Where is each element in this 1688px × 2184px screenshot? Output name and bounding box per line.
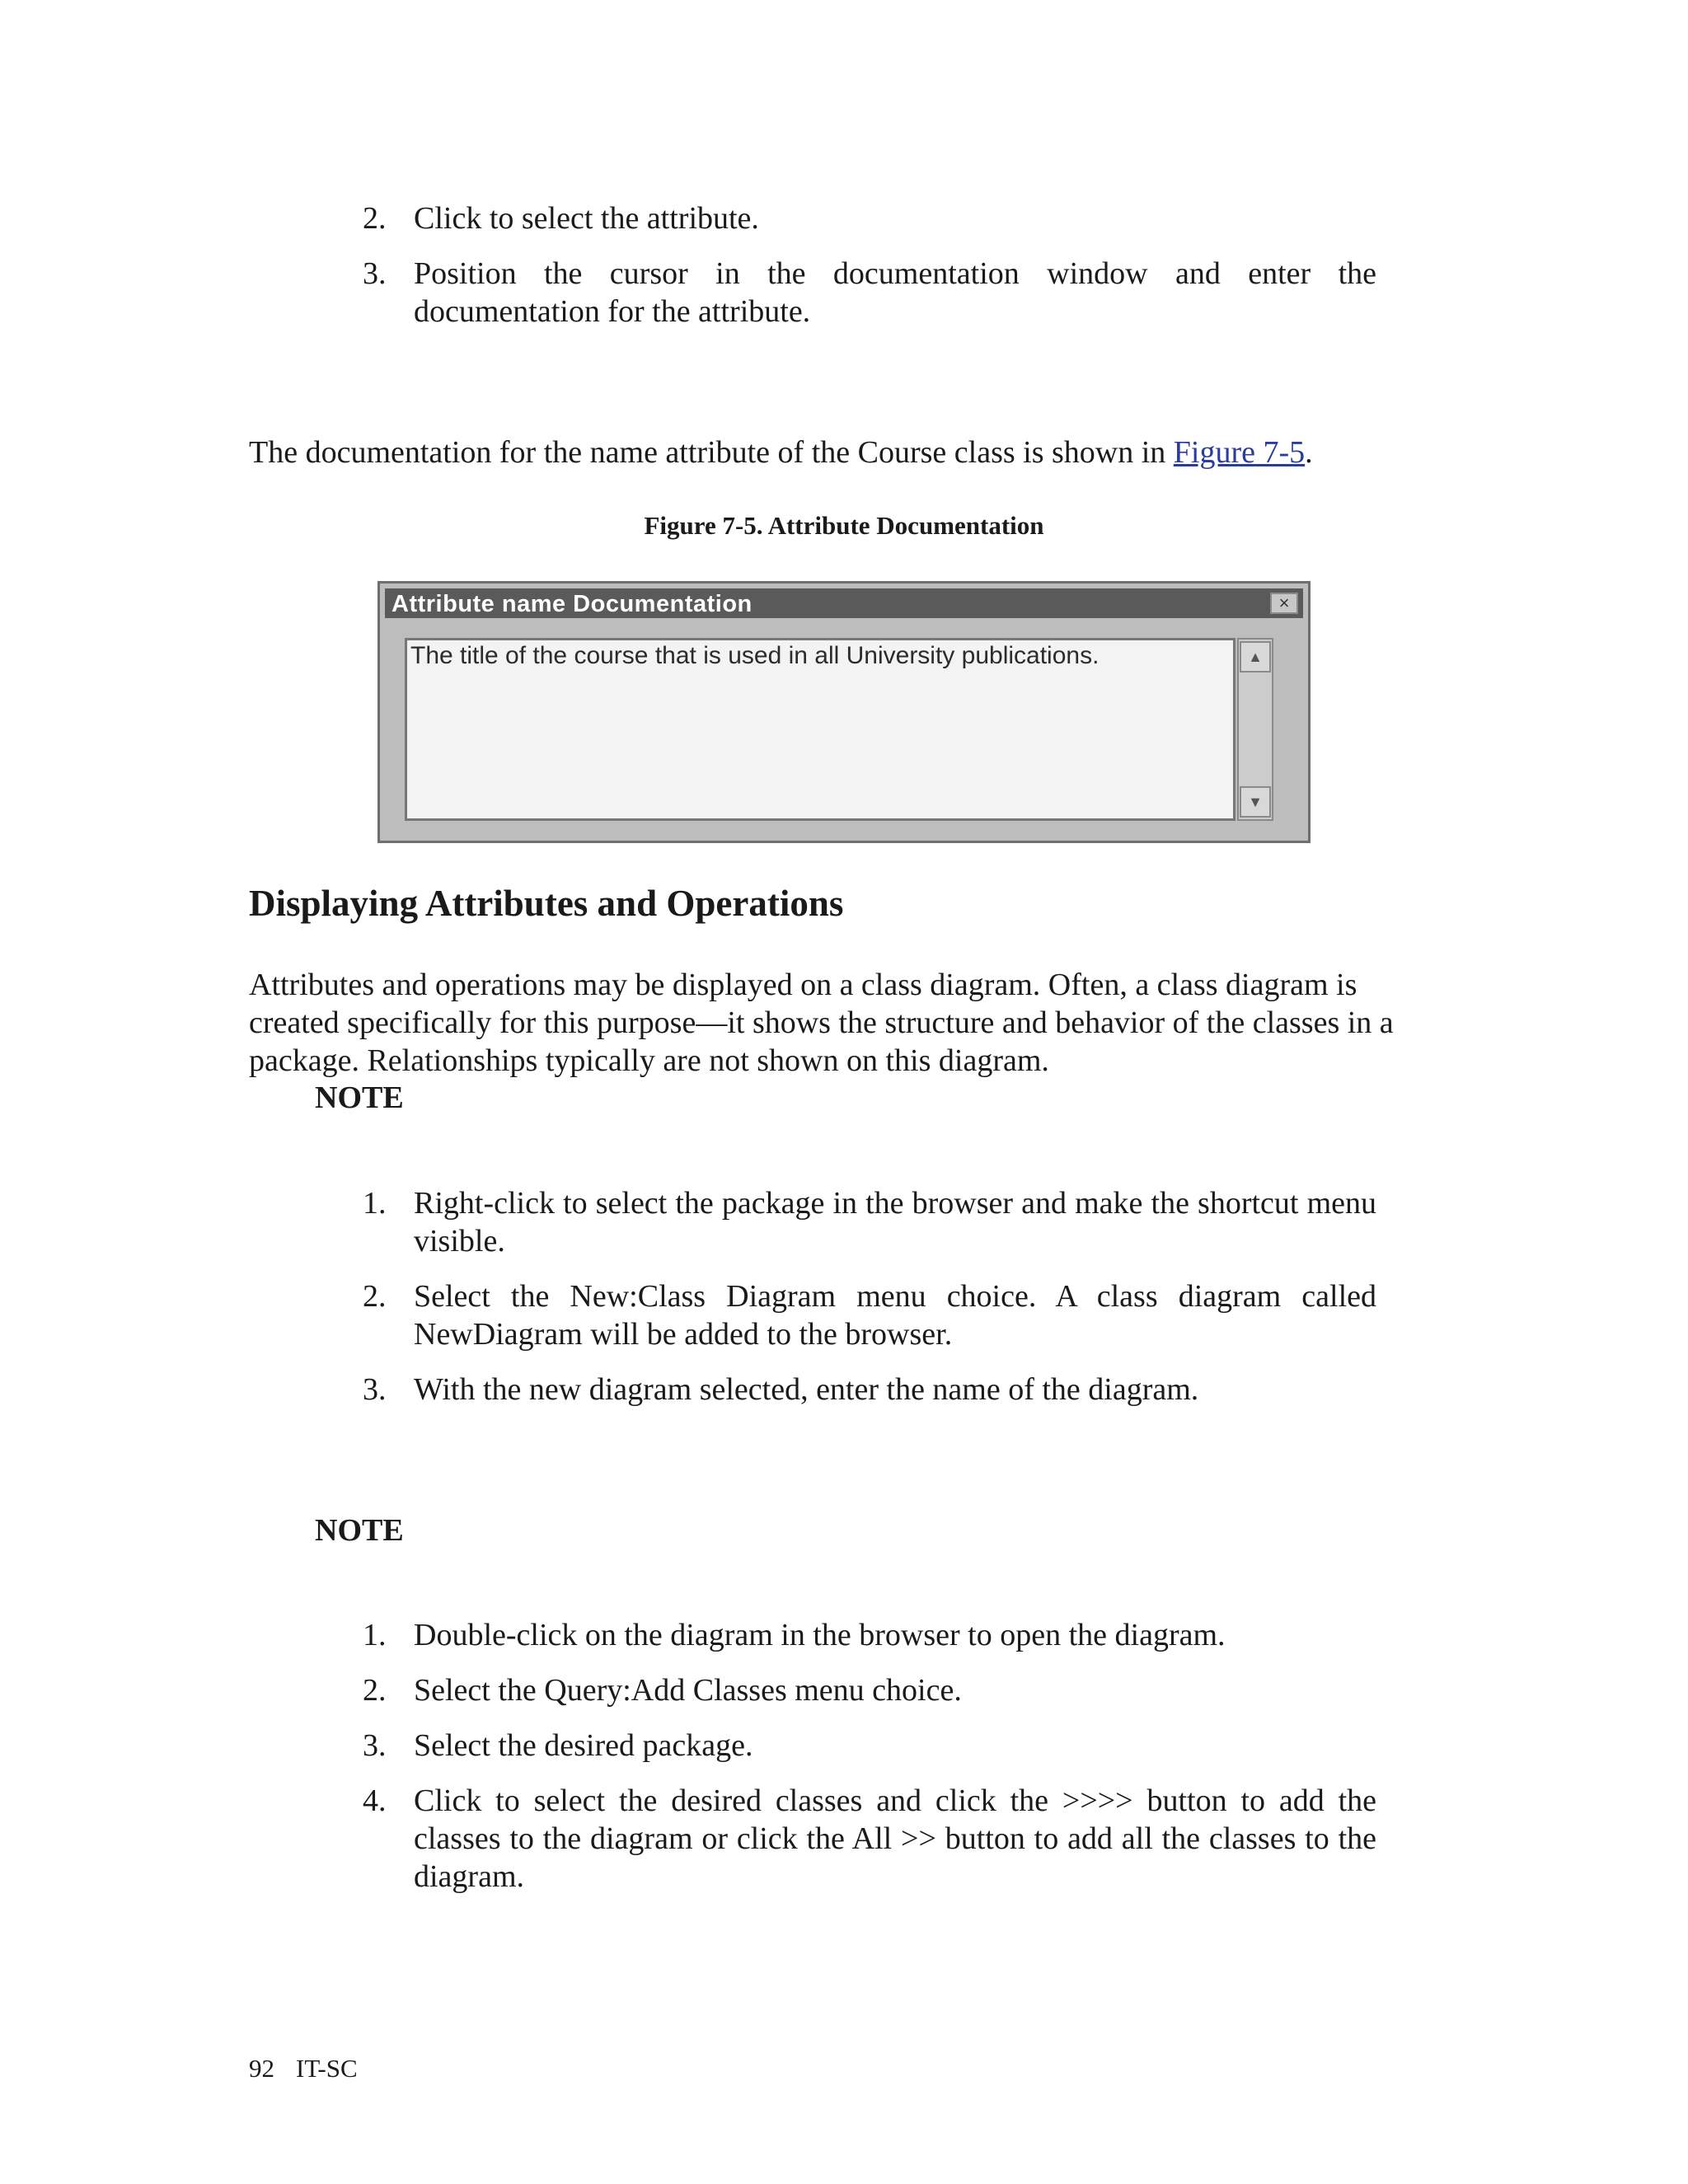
scroll-up-icon[interactable]: ▲ [1240, 641, 1271, 673]
list-item [346, 1616, 1376, 1654]
list-item-text: Select the Query:Add Classes menu choice. [414, 1673, 962, 1708]
list-item-text: Click to select the desired classes and click the >>>> button to add the classes to the diagram or click the All >> button to add all the classes to the diagram. [414, 1783, 1376, 1894]
documentation-textarea[interactable] [405, 638, 1236, 821]
list-item-text: Select the New:Class Diagram menu choice. A class diagram called NewDiagram will be added to the browser. [414, 1279, 1376, 1352]
figure-caption: Figure 7-5. Attribute Documentation [644, 511, 1044, 540]
list-item-number: 2. [363, 1279, 387, 1314]
list-item-number: 1. [363, 1186, 387, 1221]
steps-list-1 [346, 1184, 1376, 1426]
dialog-titlebar[interactable] [385, 588, 1303, 618]
list-item-text: With the new diagram selected, enter the name of the diagram. [414, 1372, 1199, 1407]
dialog-title: Attribute name Documentation [392, 591, 753, 617]
intro-text-end: . [1305, 435, 1313, 470]
list-item-number: 2. [363, 201, 387, 236]
documentation-text: The title of the course that is used in all University publications. [410, 642, 1100, 669]
scroll-down-icon[interactable]: ▼ [1240, 786, 1271, 818]
intro-text: The documentation for the name attribute of the Course class is shown in [249, 435, 1174, 470]
footer-label: IT-SC [296, 2054, 358, 2083]
list-item-text: Position the cursor in the documentation window and enter the documentation for the attribute. [414, 256, 1376, 329]
list-item [346, 1371, 1376, 1408]
list-item-text: Double-click on the diagram in the browser to open the diagram. [414, 1618, 1226, 1652]
page-number: 92 [249, 2054, 274, 2083]
list-item-number: 3. [363, 1372, 387, 1407]
list-item-text: Click to select the attribute. [414, 201, 759, 236]
vertical-scrollbar[interactable] [1237, 638, 1273, 821]
section-paragraph: Attributes and operations may be displayed on a class diagram. Often, a class diagram is created specifically for this purpose—it shows the structure and behavior of the classes in a package. Relationships typically are not shown on this diagram. [249, 968, 1394, 1078]
list-item-text: Select the desired package. [414, 1728, 753, 1763]
attribute-documentation-dialog [377, 581, 1311, 843]
list-item-number: 4. [363, 1783, 387, 1818]
list-item-number: 3. [363, 1728, 387, 1763]
list-item [346, 255, 1376, 330]
intro-paragraph [249, 434, 1444, 471]
list-item-number: 2. [363, 1673, 387, 1708]
list-item [346, 1782, 1376, 1896]
figure-link[interactable]: Figure 7-5 [1173, 435, 1306, 470]
list-item-number: 3. [363, 256, 387, 291]
list-item-text: Right-click to select the package in the browser and make the shortcut menu visible. [414, 1186, 1376, 1258]
page-footer [249, 2054, 379, 2083]
section-heading: Displaying Attributes and Operations [249, 883, 844, 924]
list-item-number: 1. [363, 1618, 387, 1652]
list-item [346, 1184, 1376, 1260]
top-steps-list [346, 199, 1376, 348]
list-item [346, 1277, 1376, 1353]
note-label: NOTE [315, 1513, 404, 1548]
list-item [346, 1671, 1376, 1709]
steps-list-2 [346, 1616, 1376, 1913]
list-item [346, 1727, 1376, 1765]
note-label: NOTE [315, 1080, 404, 1115]
close-icon[interactable]: × [1270, 593, 1298, 614]
list-item [346, 199, 1376, 237]
